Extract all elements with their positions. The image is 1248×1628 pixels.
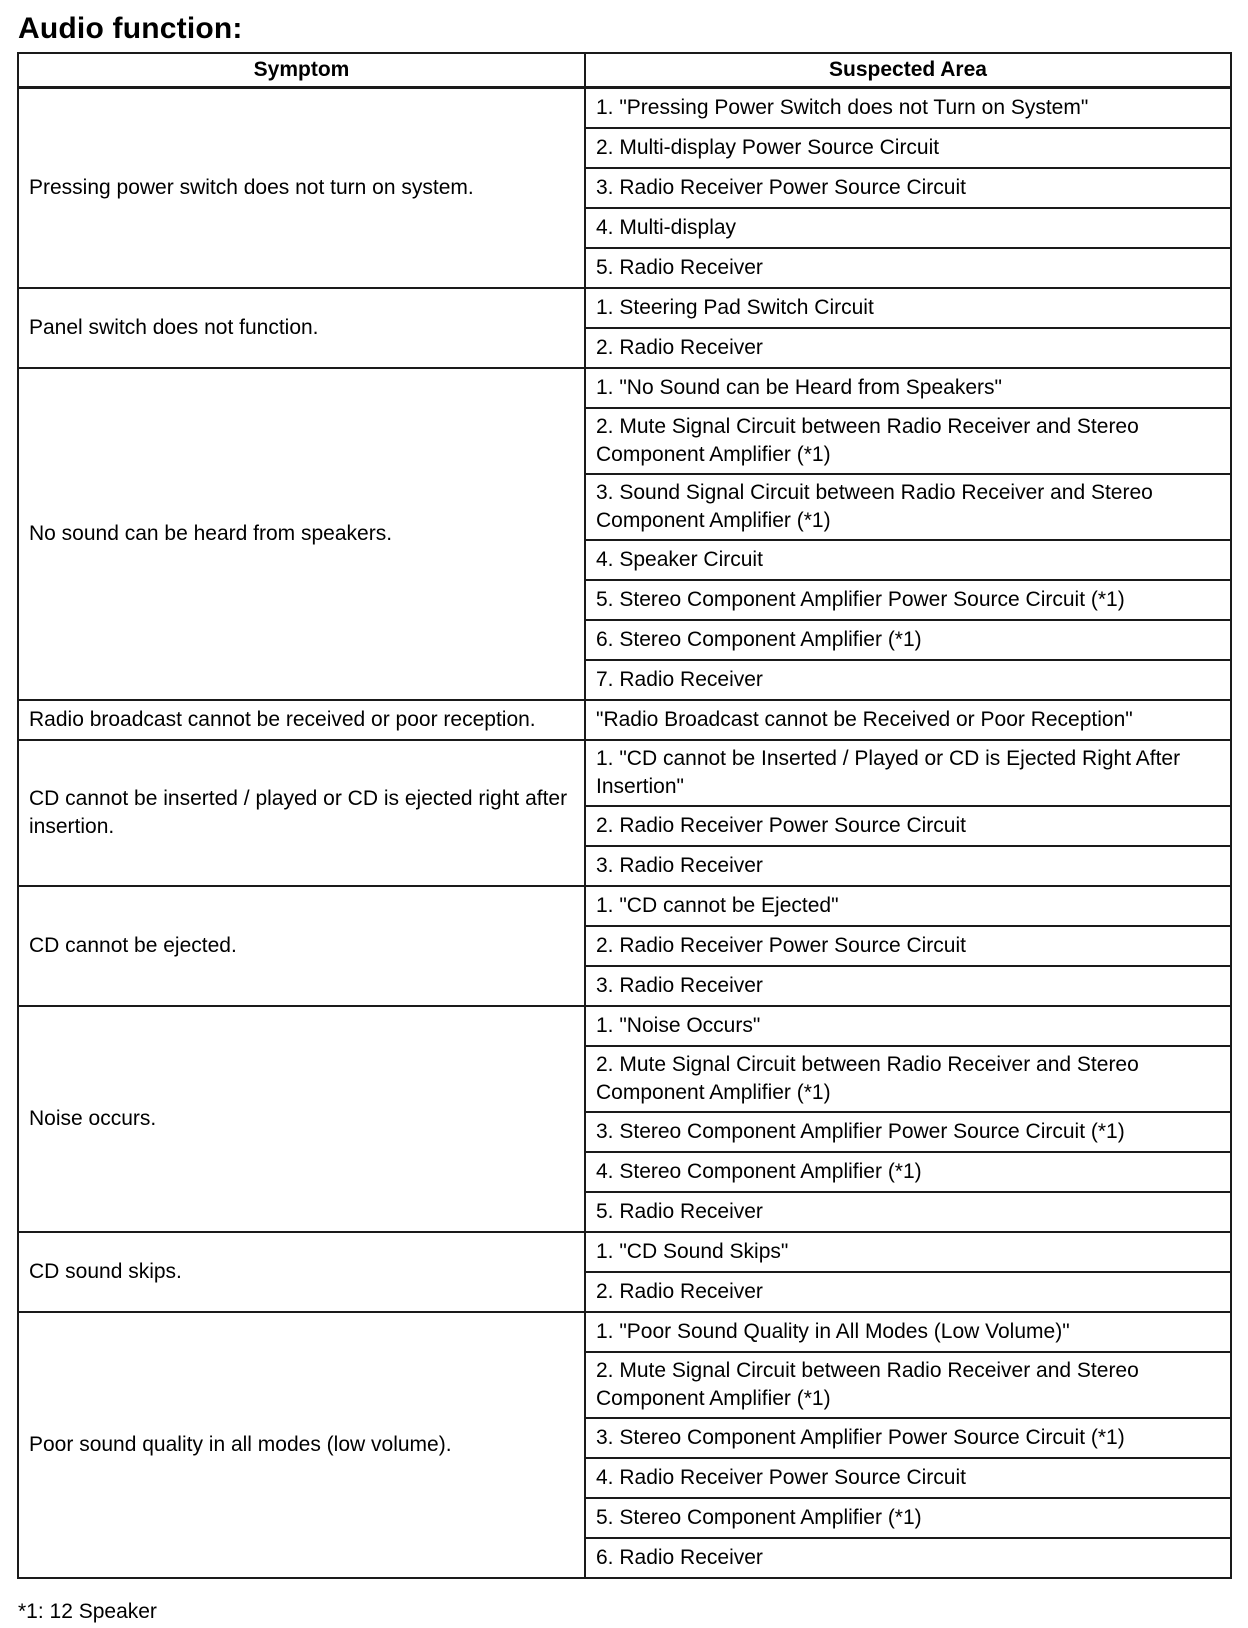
symptom-cell: Poor sound quality in all modes (low volume).: [18, 1312, 585, 1578]
table-row: [18, 700, 1231, 740]
suspected-area-cell: 6. Radio Receiver: [585, 1538, 1231, 1578]
suspected-area-cell: 5. Stereo Component Amplifier (*1): [585, 1498, 1231, 1538]
table-row: [18, 1232, 1231, 1272]
suspected-area-cell: 1. "Poor Sound Quality in All Modes (Low Volume)": [585, 1312, 1231, 1352]
suspected-area-cell: 1. "CD Sound Skips": [585, 1232, 1231, 1272]
table-row: [18, 1312, 1231, 1352]
symptom-cell: Pressing power switch does not turn on system.: [18, 88, 585, 289]
suspected-area-cell: 1. "CD cannot be Ejected": [585, 886, 1231, 926]
suspected-area-cell: 3. Stereo Component Amplifier Power Source Circuit (*1): [585, 1112, 1231, 1152]
table-body: [18, 88, 1231, 1579]
table-row: [18, 368, 1231, 408]
suspected-area-cell: 3. Radio Receiver: [585, 846, 1231, 886]
table-row: [18, 288, 1231, 328]
table-row: [18, 886, 1231, 926]
suspected-area-cell: 2. Multi-display Power Source Circuit: [585, 128, 1231, 168]
suspected-area-cell: 3. Stereo Component Amplifier Power Source Circuit (*1): [585, 1418, 1231, 1458]
symptom-cell: CD cannot be ejected.: [18, 886, 585, 1006]
audio-diagnosis-table: [17, 52, 1232, 1579]
suspected-area-cell: 2. Radio Receiver: [585, 328, 1231, 368]
table-row: [18, 740, 1231, 806]
suspected-area-cell: 5. Stereo Component Amplifier Power Source Circuit (*1): [585, 580, 1231, 620]
table-header-row: [18, 53, 1231, 88]
suspected-area-cell: 4. Speaker Circuit: [585, 540, 1231, 580]
suspected-area-cell: 1. Steering Pad Switch Circuit: [585, 288, 1231, 328]
suspected-area-cell: 5. Radio Receiver: [585, 248, 1231, 288]
suspected-area-cell: 2. Mute Signal Circuit between Radio Receiver and Stereo Component Amplifier (*1): [585, 408, 1231, 474]
table-row: [18, 88, 1231, 129]
suspected-area-cell: 5. Radio Receiver: [585, 1192, 1231, 1232]
suspected-area-cell: 1. "Noise Occurs": [585, 1006, 1231, 1046]
symptom-cell: No sound can be heard from speakers.: [18, 368, 585, 700]
suspected-area-cell: 3. Radio Receiver Power Source Circuit: [585, 168, 1231, 208]
suspected-area-cell: 7. Radio Receiver: [585, 660, 1231, 700]
symptom-cell: CD sound skips.: [18, 1232, 585, 1312]
symptom-cell: CD cannot be inserted / played or CD is ejected right after insertion.: [18, 740, 585, 886]
symptom-cell: Noise occurs.: [18, 1006, 585, 1232]
suspected-area-cell: 3. Sound Signal Circuit between Radio Receiver and Stereo Component Amplifier (*1): [585, 474, 1231, 540]
suspected-area-cell: 1. "CD cannot be Inserted / Played or CD is Ejected Right After Insertion": [585, 740, 1231, 806]
suspected-area-column-header: Suspected Area: [585, 53, 1231, 88]
suspected-area-cell: 2. Radio Receiver Power Source Circuit: [585, 806, 1231, 846]
symptom-cell: Panel switch does not function.: [18, 288, 585, 368]
suspected-area-cell: 2. Mute Signal Circuit between Radio Receiver and Stereo Component Amplifier (*1): [585, 1046, 1231, 1112]
suspected-area-cell: 4. Stereo Component Amplifier (*1): [585, 1152, 1231, 1192]
suspected-area-cell: 2. Radio Receiver: [585, 1272, 1231, 1312]
page-title: Audio function:: [18, 12, 243, 45]
suspected-area-cell: "Radio Broadcast cannot be Received or Poor Reception": [585, 700, 1231, 740]
suspected-area-cell: 6. Stereo Component Amplifier (*1): [585, 620, 1231, 660]
symptom-column-header: Symptom: [18, 53, 585, 88]
suspected-area-cell: 4. Multi-display: [585, 208, 1231, 248]
symptom-cell: Radio broadcast cannot be received or poor reception.: [18, 700, 585, 740]
suspected-area-cell: 2. Mute Signal Circuit between Radio Receiver and Stereo Component Amplifier (*1): [585, 1352, 1231, 1418]
suspected-area-cell: 2. Radio Receiver Power Source Circuit: [585, 926, 1231, 966]
suspected-area-cell: 3. Radio Receiver: [585, 966, 1231, 1006]
suspected-area-cell: 1. "No Sound can be Heard from Speakers": [585, 368, 1231, 408]
suspected-area-cell: 4. Radio Receiver Power Source Circuit: [585, 1458, 1231, 1498]
footnote: *1: 12 Speaker: [18, 1600, 157, 1623]
suspected-area-cell: 1. "Pressing Power Switch does not Turn on System": [585, 88, 1231, 129]
table-row: [18, 1006, 1231, 1046]
